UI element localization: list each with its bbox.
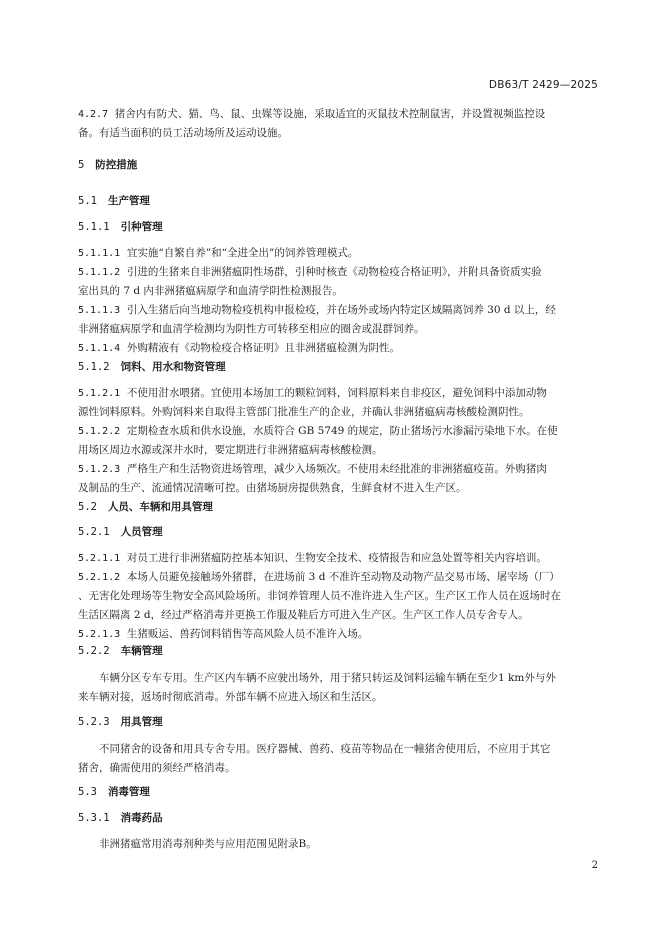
clause-number: 4.2.7 bbox=[78, 109, 109, 120]
clause-text: 备。有适当面积的员工活动场所及运动设施。 bbox=[78, 127, 288, 139]
clause-5-1-2-x: 5.1.2.1 不使用泔水喂猪。宜使用本场加工的颗粒饲料，饲料原料来自非疫区，避免饲料中添加动物 源性饲料原料。外购饲料来自取得主管部门批准生产的企业，并确认非洲猪瘟病毒核酸检测阴性。 5.1.2.2 定期检查水质和供水设施，水质符合 GB 5749 的规定，防止猪场污水渗漏污染地下水。在使 用场区周边水源或深井水时，要定期进行非洲猪瘟病毒核酸检测。 5.1.2.3 严格生产和生活物资进场管理，减少入场频次。不使用未经批准的非洲猪瘟疫苗。外购猪肉 及制品的生产、流通情况清晰可控。由猪场厨房提供熟食，生鲜食材不进入生产区。 bbox=[78, 387, 558, 494]
section-heading-5-2-3: 5.2.3 用具管理 bbox=[78, 716, 163, 728]
section-heading-5-1-2: 5.1.2 饲料、用水和物资管理 bbox=[78, 361, 226, 373]
page-number: 2 bbox=[591, 860, 598, 871]
section-heading-5-1-1: 5.1.1 引种管理 bbox=[78, 221, 163, 233]
clause-5-2-1-x: 5.2.1.1 对员工进行非洲猪瘟防控基本知识、生物安全技术、疫情报告和应急处置等相关内容培训。 5.2.1.2 本场人员避免接触场外猪群，在进场前 3 d 不准许至动物及动物产品交易市场、屠宰场（厂） 、无害化处理场等生物安全高风险场所。非饲养管理人员不准许进入生产区。生产区工作人员在返场时在 生活区隔离 2 d，经过严格消毒并更换工作服及鞋后方可进入生产区。生产区工作人员专舍专人。 5.2.1.3 生猪贩运、兽药饲料销售等高风险人员不准许入场。 bbox=[78, 552, 561, 640]
paragraph-5-2-2: 车辆分区专车专用。生产区内车辆不应驶出场外，用于猪只转运及饲料运输车辆在至少1 km外与外 来车辆对接，返场时彻底消毒。外部车辆不应进入场区和生活区。 bbox=[78, 672, 556, 703]
paragraph-5-3-1: 非洲猪瘟常用消毒剂种类与应用范围见附录B。 bbox=[99, 838, 317, 850]
section-heading-5-2: 5.2 人员、车辆和用具管理 bbox=[78, 501, 213, 513]
section-heading-5-3-1: 5.3.1 消毒药品 bbox=[78, 812, 163, 824]
clause-4-2-7 bbox=[78, 105, 598, 143]
section-heading-5-2-1: 5.2.1 人员管理 bbox=[78, 526, 163, 538]
clause-5-1-1-x: 5.1.1.1 宜实施“自繁自养”和“全进全出”的饲养管理模式。 5.1.1.2 引进的生猪来自非洲猪瘟阴性场群，引种时核查《动物检疫合格证明》，并附具备资质实验 室出具的 7 d 内非洲猪瘟病原学和血清学阴性检测报告。 5.1.1.3 引入生猪后向当地动物检疫机构申报检疫，并在场外或场内特定区域隔离饲养 30 d 以上，经 非洲猪瘟病原学和血清学检测均为阴性方可转移至相应的圈舍或混群饲养。 5.1.1.4 外购精液有《动物检疫合格证明》且非洲猪瘟检测为阴性。 bbox=[78, 247, 556, 354]
standard-code: DB63/T 2429—2025 bbox=[488, 79, 598, 91]
paragraph-5-2-3: 不同猪舍的设备和用具专舍专用。医疗器械、兽药、疫苗等物品在一幢猪舍使用后，不应用于其它 猪舍，确需使用的须经严格消毒。 bbox=[78, 743, 551, 774]
section-heading-5-3: 5.3 消毒管理 bbox=[78, 786, 150, 798]
section-heading-5-2-2: 5.2.2 车辆管理 bbox=[78, 645, 163, 657]
clause-text: 猪舍内有防犬、猫、鸟、鼠、虫媒等设施，采取适宜的灭鼠技术控制鼠害，并设置视频监控设 bbox=[114, 108, 546, 120]
section-heading-5-1: 5.1 生产管理 bbox=[78, 195, 150, 207]
section-heading-5: 5 防控措施 bbox=[78, 159, 138, 171]
